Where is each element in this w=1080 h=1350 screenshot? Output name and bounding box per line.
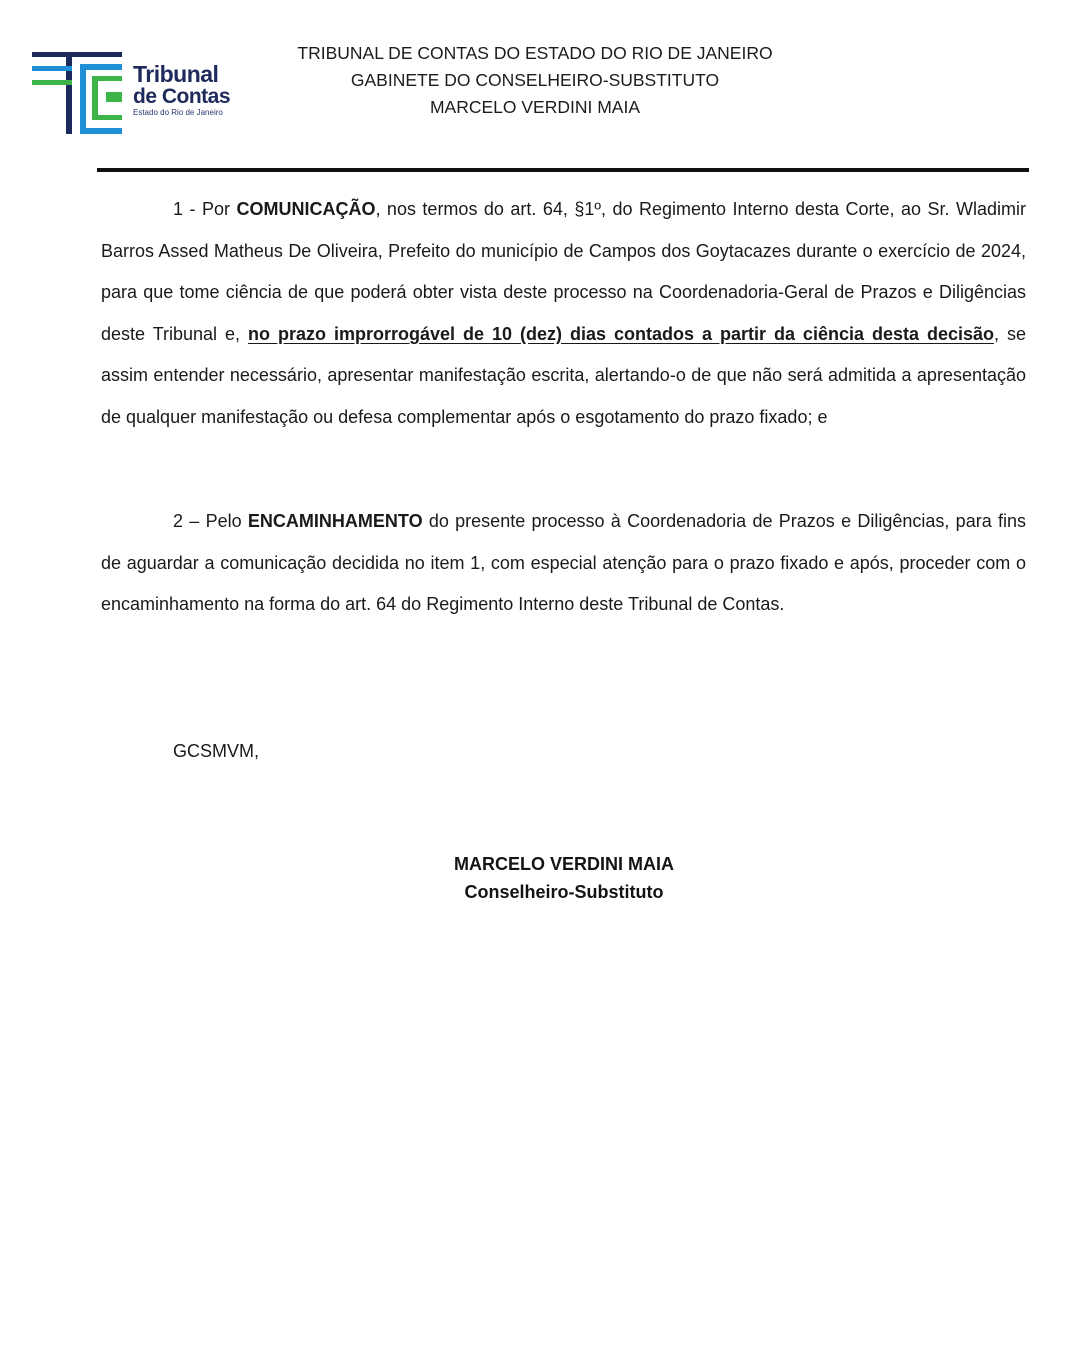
logo-line2: de Contas [133, 85, 231, 108]
p1-post: , se assim entender necessário, apresentar manifestação escrita, alertando-o de que não será admitida a apresentação de qualquer manifestação ou defesa complementar após o esgotamento do prazo fixado; e [101, 323, 1026, 427]
paragraph-1 [101, 189, 1026, 438]
document-header [290, 40, 780, 121]
p1-deadline: no prazo improrrogável de 10 (dez) dias contados a partir da ciência desta decisão [248, 323, 994, 344]
tribunal-logo [30, 48, 250, 140]
p2-post: do presente processo à Coordenadoria de Prazos e Diligências, para fins de aguardar a comunicação decidida no item 1, com especial atenção para o prazo fixado e após, proceder com o encaminhamento na forma do art. 64 do Regimento Interno deste Tribunal de Contas. [101, 511, 1027, 614]
header-divider [97, 168, 1029, 172]
tce-emblem-icon [30, 48, 130, 140]
p1-bold: COMUNICAÇÃO [236, 199, 376, 219]
p2-bold: ENCAMINHAMENTO [247, 511, 423, 531]
p1-mid: , nos termos do art. 64, §1º, do Regimento Interno desta Corte, ao Sr. Wladimir Barros Assed Matheus De Oliveira, Prefeito do município de Campos dos Goytacazes durante o exercício de 2024, para que tome ciência de que poderá obter vista deste processo na Coordenadoria-Geral de Prazos e Diligências deste Tribunal e, [101, 199, 1026, 344]
header-line1: TRIBUNAL DE CONTAS DO ESTADO DO RIO DE JANEIRO [297, 43, 773, 63]
header-line3: MARCELO VERDINI MAIA [429, 97, 641, 117]
signature-title: Conselheiro-Substituto [464, 882, 664, 902]
signature-block [364, 850, 764, 906]
logo-line3: Estado do Rio de Janeiro [133, 108, 223, 117]
paragraph-2 [101, 501, 1026, 626]
signature-name: MARCELO VERDINI MAIA [454, 854, 674, 874]
logo-wordmark [133, 62, 230, 118]
closing-initials: GCSMVM, [173, 741, 260, 761]
header-line2: GABINETE DO CONSELHEIRO-SUBSTITUTO [350, 70, 720, 90]
p2-pre: 2 – Pelo [173, 511, 248, 531]
logo-line1: Tribunal [133, 61, 219, 87]
p1-pre: 1 - Por [173, 199, 237, 219]
